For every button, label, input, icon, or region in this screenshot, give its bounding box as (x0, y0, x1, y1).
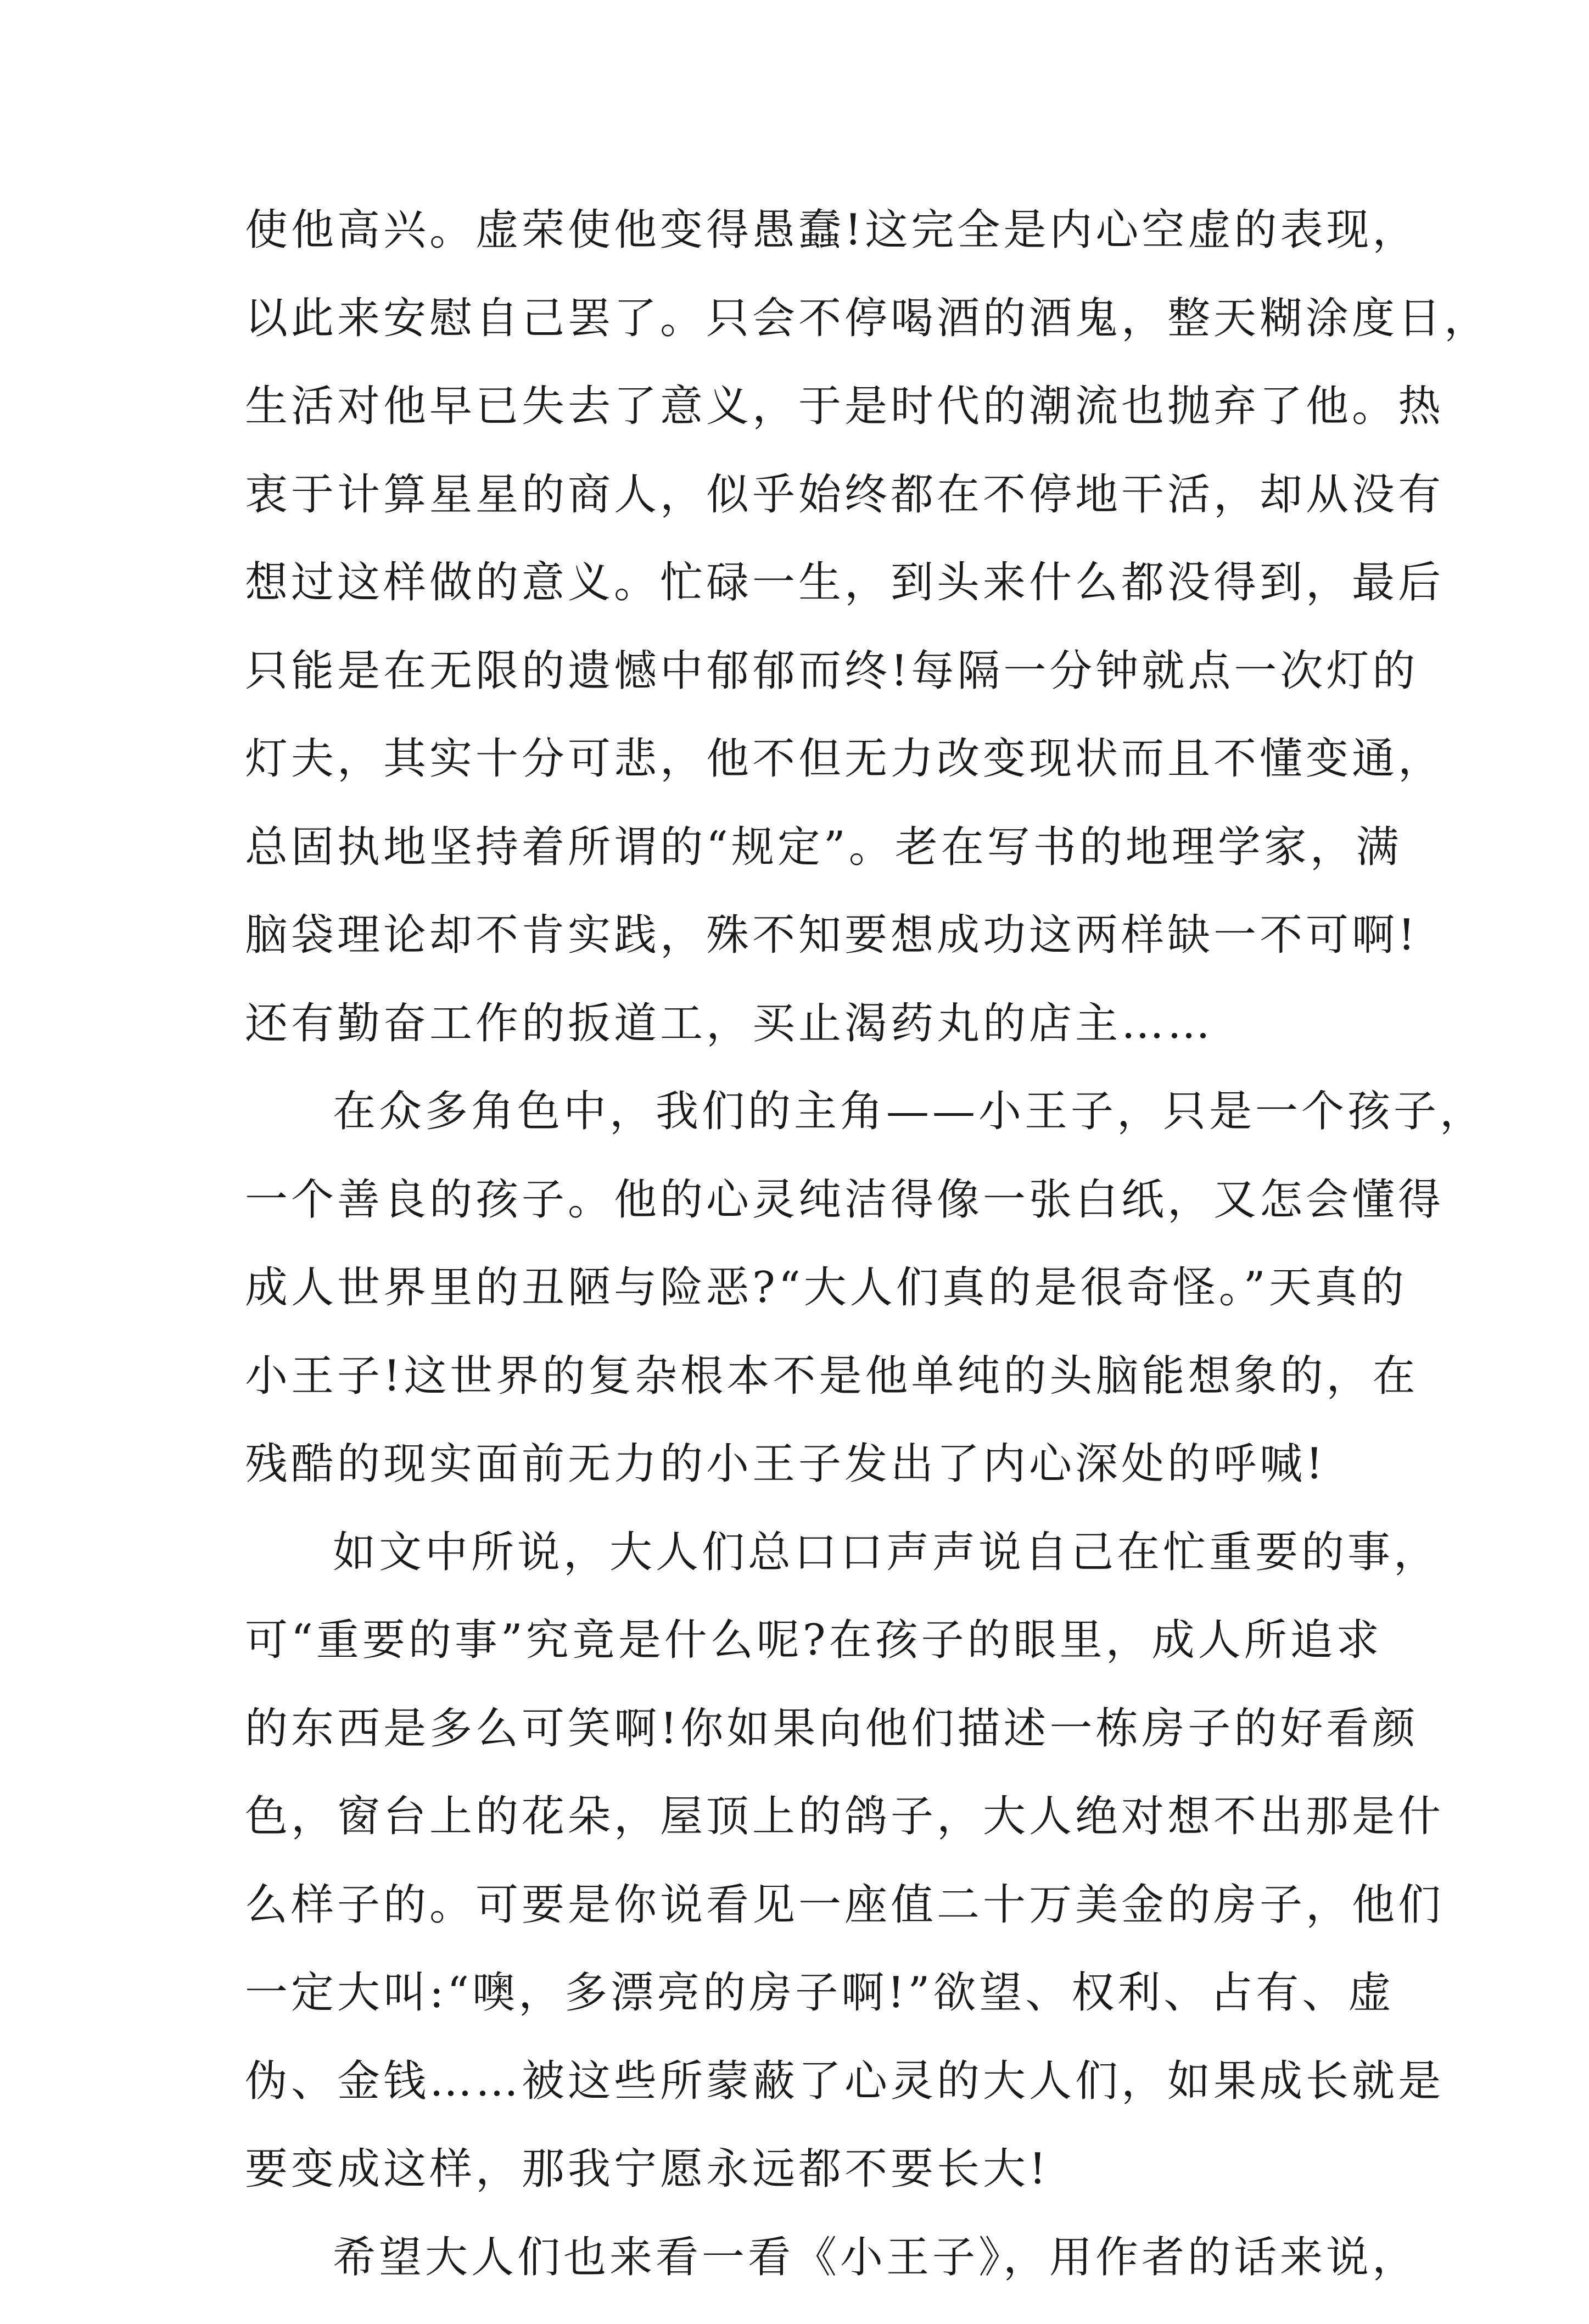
text-line: 一个善良的孩子。他的心灵纯洁得像一张白纸，又怎会懂得 (245, 1178, 1409, 1267)
paragraph (245, 1090, 1409, 1531)
text-line: 灯夫，其实十分可悲，他不但无力改变现状而且不懂变通， (245, 738, 1409, 826)
text-line: 残酷的现实面前无力的小王子发出了内心深处的呼喊! (245, 1443, 1409, 1531)
text-line: 生活对他早已失去了意义，于是时代的潮流也抛弃了他。热 (245, 385, 1409, 473)
text-line: 在众多角色中，我们的主角——小王子，只是一个孩子， (245, 1090, 1409, 1178)
paragraph (245, 209, 1409, 1090)
paragraph (245, 1531, 1409, 2236)
text-line: 成人世界里的丑陋与险恶?“大人们真的是很奇怪。”天真的 (245, 1266, 1409, 1355)
text-line: 要变成这样，那我宁愿永远都不要长大! (245, 2148, 1409, 2236)
paragraph (245, 2236, 1409, 2324)
text-line: 还有勤奋工作的扳道工，买止渴药丸的店主…… (245, 1002, 1409, 1091)
text-line: 总固执地坚持着所谓的“规定”。老在写书的地理学家，满 (245, 826, 1409, 914)
text-line: 一定大叫:“噢，多漂亮的房子啊!”欲望、权利、占有、虚 (245, 1971, 1409, 2060)
text-line: 只能是在无限的遗憾中郁郁而终!每隔一分钟就点一次灯的 (245, 650, 1409, 738)
text-line: 伪、金钱……被这些所蒙蔽了心灵的大人们，如果成长就是 (245, 2060, 1409, 2148)
text-line: 小王子!这世界的复杂根本不是他单纯的头脑能想象的，在 (245, 1355, 1409, 1443)
text-line: 衷于计算星星的商人，似乎始终都在不停地干活，却从没有 (245, 473, 1409, 562)
text-line: 以此来安慰自己罢了。只会不停喝酒的酒鬼，整天糊涂度日， (245, 297, 1409, 386)
text-line: 脑袋理论却不肯实践，殊不知要想成功这两样缺一不可啊! (245, 914, 1409, 1002)
text-line: 使他高兴。虚荣使他变得愚蠢!这完全是内心空虚的表现， (245, 209, 1409, 297)
text-line: 想过这样做的意义。忙碌一生，到头来什么都没得到，最后 (245, 561, 1409, 650)
text-line: 希望大人们也来看一看《小王子》，用作者的话来说， (245, 2236, 1409, 2324)
text-line: 的东西是多么可笑啊!你如果向他们描述一栋房子的好看颜 (245, 1707, 1409, 1796)
text-line: 可“重要的事”究竟是什么呢?在孩子的眼里，成人所追求 (245, 1619, 1409, 1707)
body-text (245, 209, 1409, 2324)
text-line: 么样子的。可要是你说看见一座值二十万美金的房子，他们 (245, 1884, 1409, 1972)
text-line: 如文中所说，大人们总口口声声说自己在忙重要的事， (245, 1531, 1409, 1619)
text-line: 色，窗台上的花朵，屋顶上的鸽子，大人绝对想不出那是什 (245, 1795, 1409, 1884)
